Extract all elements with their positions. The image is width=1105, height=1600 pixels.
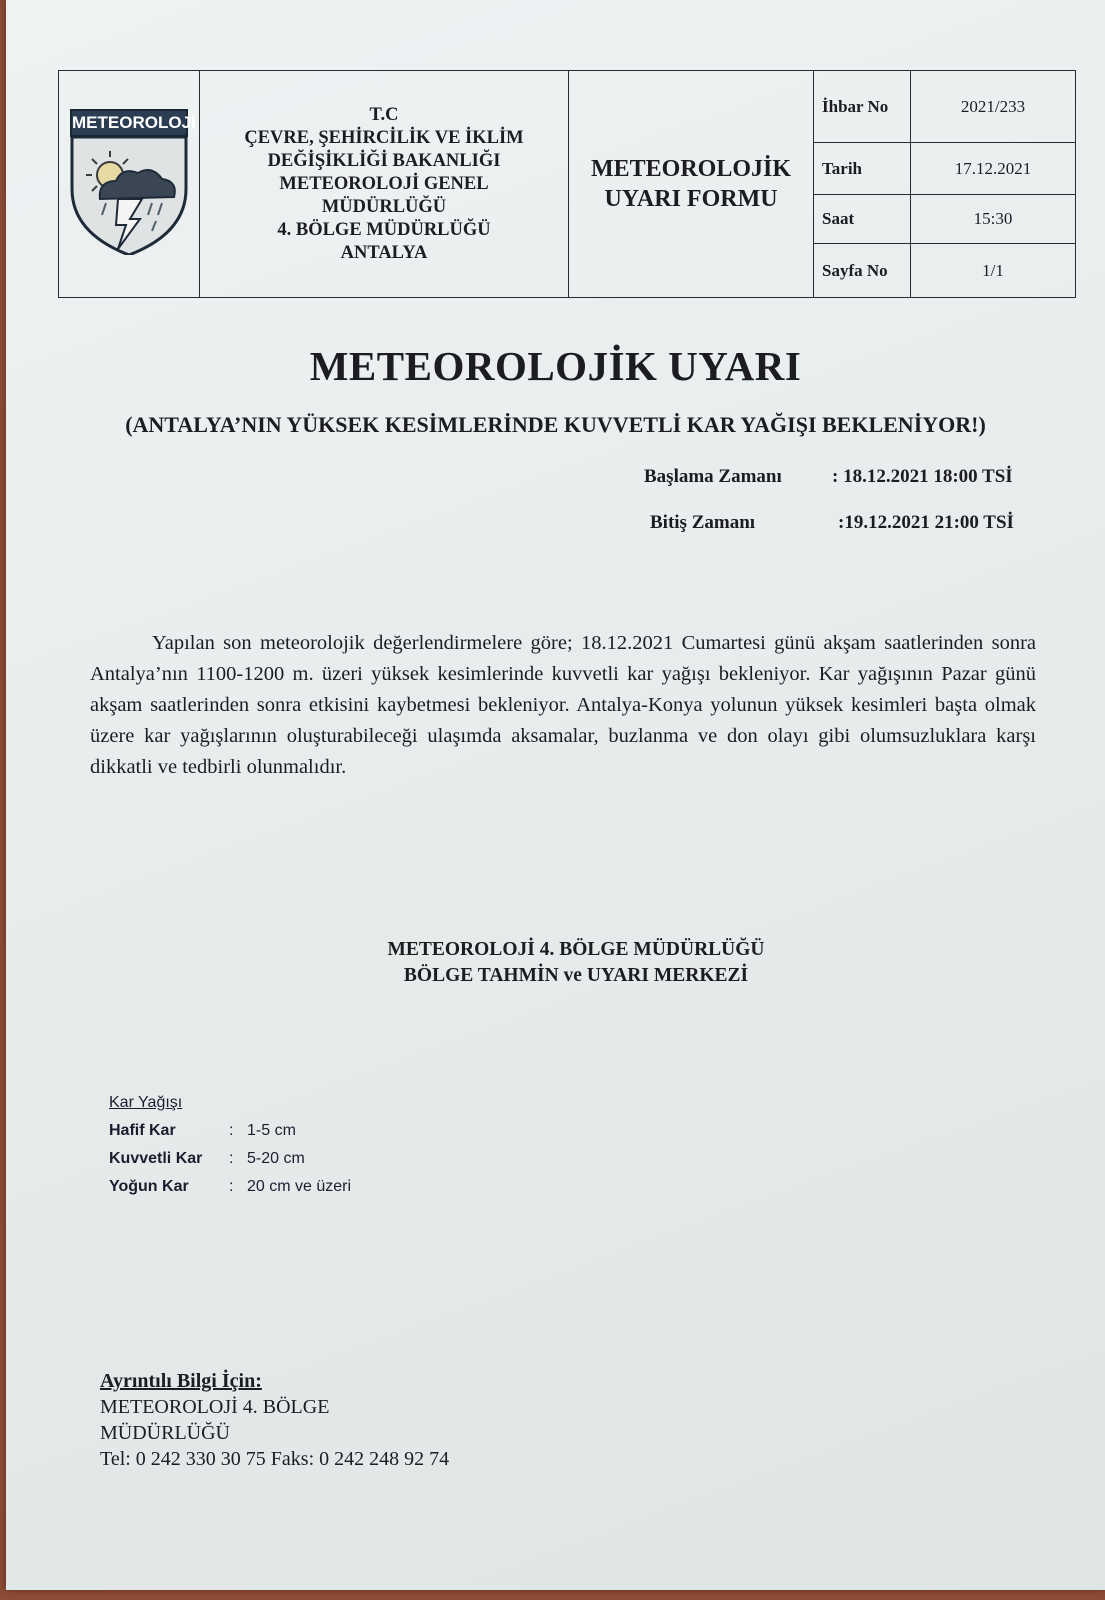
org-line: T.C bbox=[369, 104, 399, 125]
weather-shield-icon bbox=[70, 137, 188, 255]
signature-line-2: BÖLGE TAHMİN ve UYARI MERKEZİ bbox=[403, 965, 749, 986]
organization-cell bbox=[200, 71, 569, 298]
tarih-label: Tarih bbox=[814, 143, 911, 195]
document-title: METEOROLOJİK UYARI bbox=[309, 343, 802, 389]
form-title-line: METEOROLOJİK bbox=[590, 156, 792, 182]
signature-block bbox=[6, 937, 1105, 989]
sayfa-no-value: 1/1 bbox=[911, 244, 1076, 298]
legend-row bbox=[109, 1173, 409, 1201]
start-time-value: : 18.12.2021 18:00 TSİ bbox=[832, 466, 1013, 487]
legend-title: Kar Yağışı bbox=[109, 1094, 183, 1111]
legend-value: 5-20 cm bbox=[247, 1150, 305, 1167]
end-time-value: :19.12.2021 21:00 TSİ bbox=[838, 512, 1014, 533]
end-time-label: Bitiş Zamanı bbox=[650, 512, 756, 533]
org-line: ANTALYA bbox=[340, 242, 428, 263]
legend-value: 1-5 cm bbox=[247, 1122, 296, 1139]
contact-block bbox=[100, 1368, 449, 1472]
legend-row bbox=[109, 1117, 409, 1145]
legend-separator: : bbox=[229, 1122, 234, 1139]
saat-label: Saat bbox=[814, 194, 911, 244]
legend-separator: : bbox=[229, 1150, 234, 1167]
meteoroloji-logo bbox=[70, 109, 196, 260]
snowfall-legend bbox=[109, 1094, 409, 1201]
legend-label: Hafif Kar bbox=[109, 1122, 176, 1139]
header-table bbox=[58, 70, 1076, 298]
org-line: MÜDÜRLÜĞÜ bbox=[321, 196, 447, 217]
contact-line-2: MÜDÜRLÜĞÜ bbox=[100, 1422, 230, 1444]
saat-value: 15:30 bbox=[911, 194, 1076, 244]
sayfa-no-label: Sayfa No bbox=[814, 244, 911, 298]
ihbar-no-label: İhbar No bbox=[814, 71, 911, 143]
org-line: METEOROLOJİ GENEL bbox=[279, 173, 489, 194]
form-title-cell bbox=[569, 71, 814, 298]
logo-cell bbox=[59, 71, 200, 298]
contact-line-1: METEOROLOJİ 4. BÖLGE bbox=[100, 1396, 330, 1418]
start-time-label: Başlama Zamanı bbox=[644, 466, 782, 487]
org-line: DEĞİŞİKLİĞİ BAKANLIĞI bbox=[267, 150, 501, 171]
contact-title: Ayrıntılı Bilgi İçin: bbox=[100, 1370, 262, 1392]
org-line: ÇEVRE, ŞEHİRCİLİK VE İKLİM bbox=[244, 127, 524, 148]
signature-line-1: METEOROLOJİ 4. BÖLGE MÜDÜRLÜĞÜ bbox=[387, 939, 765, 960]
logo-text: METEOROLOJİ bbox=[70, 109, 188, 137]
warning-body-text: Yapılan son meteorolojik değerlendirmelere göre; 18.12.2021 Cumartesi günü akşam saatlerinden sonra Antalya’nın 1100-1200 m. üzeri yüksek kesimlerinde kuvvetli kar yağışı bekleniyor. Kar yağışının Pazar günü akşam saatlerinden sonra etkisini kaybetmesi bekleniyor. Antalya-Konya yolunun yüksek kesimleri başta olmak üzere kar yağışlarının oluşturabileceği ulaşımda aksamalar, buzlanma ve don olayı gibi olumsuzluklara karşı dikkatli ve tedbirli olunmalıdır. bbox=[90, 632, 1036, 778]
document-subtitle: (ANTALYA’NIN YÜKSEK KESİMLERİNDE KUVVETLİ KAR YAĞIŞI BEKLENİYOR!) bbox=[125, 412, 986, 437]
contact-phone-fax: Tel: 0 242 330 30 75 Faks: 0 242 248 92 74 bbox=[100, 1448, 450, 1470]
legend-label: Yoğun Kar bbox=[109, 1178, 189, 1195]
legend-value: 20 cm ve üzeri bbox=[247, 1178, 352, 1195]
ihbar-no-value: 2021/233 bbox=[911, 71, 1076, 143]
document-page bbox=[6, 0, 1105, 1590]
org-line: 4. BÖLGE MÜDÜRLÜĞÜ bbox=[277, 219, 491, 240]
tarih-value: 17.12.2021 bbox=[911, 143, 1076, 195]
legend-row bbox=[109, 1145, 409, 1173]
legend-label: Kuvvetli Kar bbox=[109, 1150, 203, 1167]
form-title-line: UYARI FORMU bbox=[604, 186, 778, 212]
legend-separator: : bbox=[229, 1178, 234, 1195]
